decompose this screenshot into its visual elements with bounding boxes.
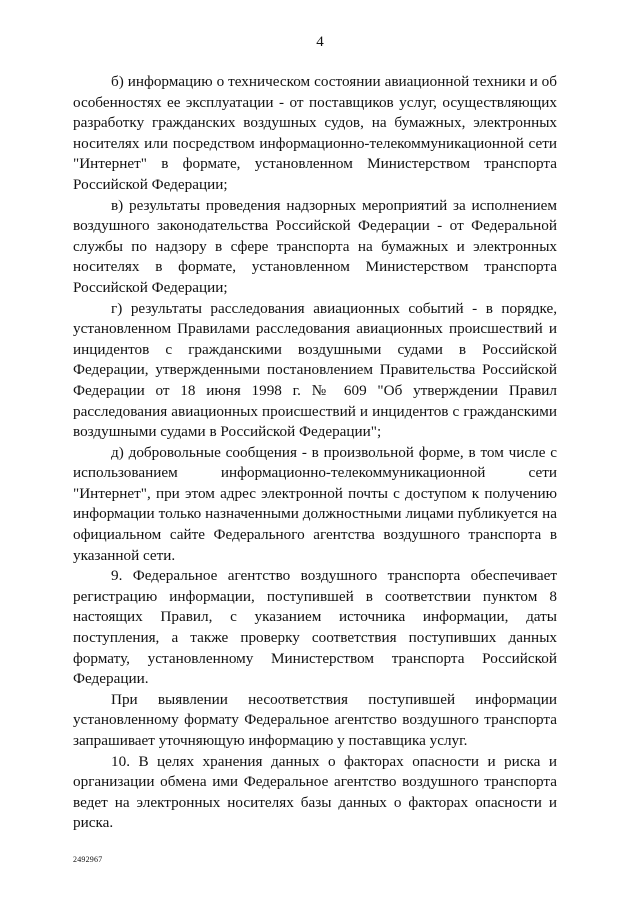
page-number: 4 (316, 34, 324, 50)
paragraph-b: б) информацию о техническом состоянии авиационной техники и об особенностях ее эксплуатации - от поставщиков услуг, осуществляющих разработку гражданских воздушных судов, на бумажных, электронных носителях или посредством информационно-телекоммуникационной сети "Интернет" в формате, установленном Министерством транспорта Российской Федерации; (73, 73, 557, 193)
paragraph-v: в) результаты проведения надзорных мероприятий за исполнением воздушного законодательства Российской Федерации - от Федеральной службы по надзору в сфере транспорта на бумажных и электронных носителях в формате, установленном Министерством транспорта Российской Федерации; (73, 196, 557, 296)
document-body (73, 72, 557, 834)
paragraph-g: г) результаты расследования авиационных событий - в порядке, установленном Правилами расследования авиационных происшествий и инцидентов с гражданскими воздушными судами в Российской Федерации, утвержденными постановлением Правительства Российской Федерации от 18 июня 1998 г. № 609 "Об утверждении Правил расследования авиационных происшествий и инцидентов с гражданскими воздушными судами в Российской Федерации"; (73, 299, 557, 441)
paragraph-9: 9. Федеральное агентство воздушного транспорта обеспечивает регистрацию информации, поступившей в соответствии пунктом 8 настоящих Правил, с указанием источника информации, даты поступления, а также проверку соответствия поступивших данных формату, установленному Министерством транспорта Российской Федерации. (73, 567, 557, 688)
paragraph-10: 10. В целях хранения данных о факторах опасности и риска и организации обмена ими Федеральное агентство воздушного транспорта ведет на электронных носителях базы данных о факторах опасности и риска. (73, 752, 557, 832)
paragraph-d: д) добровольные сообщения - в произвольной форме, в том числе с использованием информационно-телекоммуникационной сети "Интернет", при этом адрес электронной почты с доступом к получению информации только назначенными должностными лицами публикуется на официальном сайте Федерального агентства воздушного транспорта в указанной сети. (73, 443, 557, 564)
document-code: 2492967 (73, 855, 103, 864)
paragraph-9-continued: При выявлении несоответствия поступившей информации установленному формату Федеральное агентство воздушного транспорта запрашивает уточняющую информацию у поставщика услуг. (73, 690, 557, 749)
